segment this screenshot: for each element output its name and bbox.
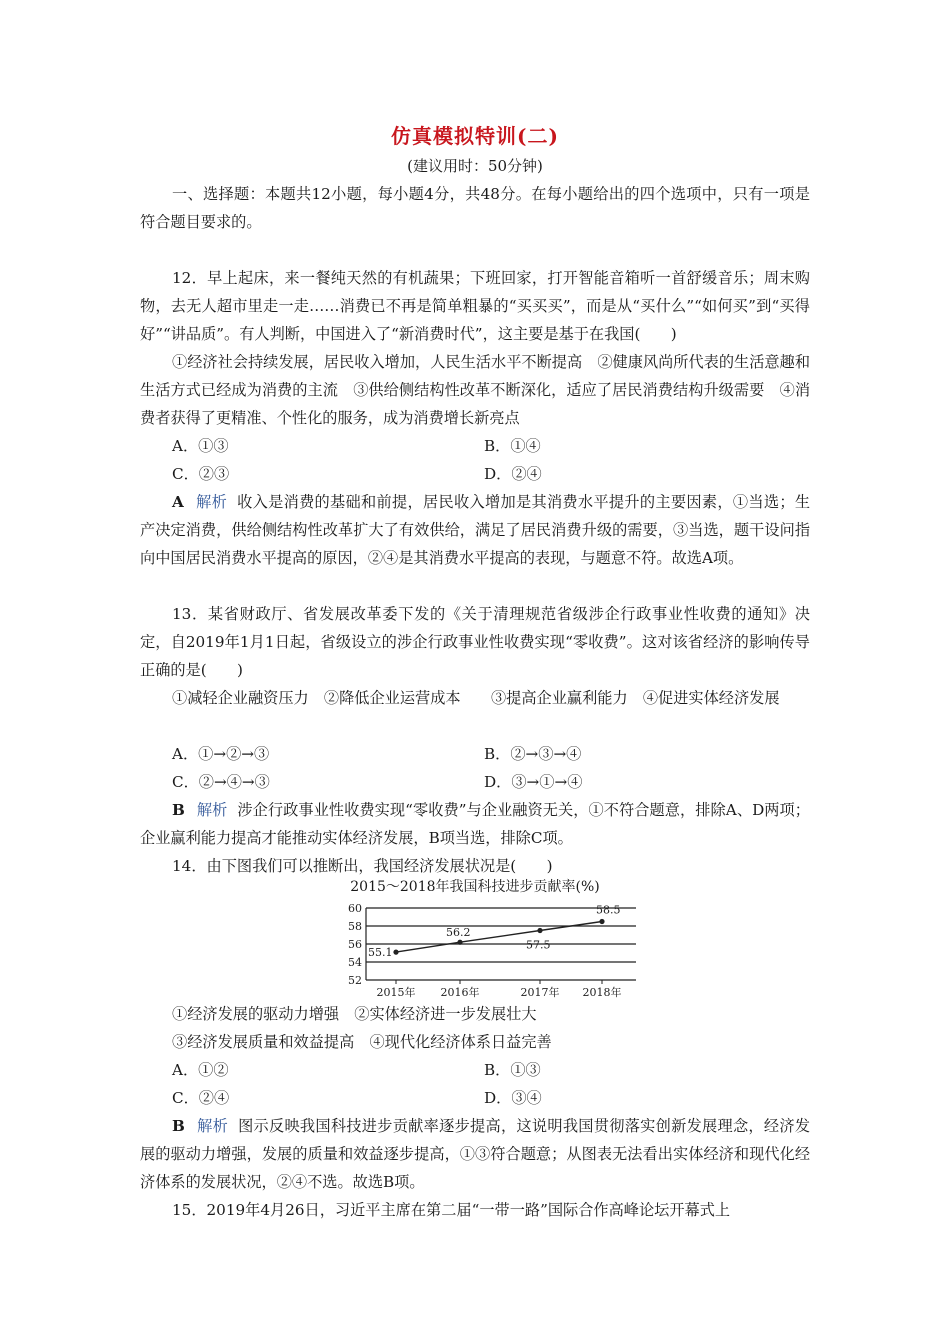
y-tick-label: 56 xyxy=(348,938,362,951)
contribution-rate-chart xyxy=(330,896,650,1000)
q12-answer: A xyxy=(172,493,184,511)
y-tick-label: 52 xyxy=(348,974,362,987)
q14-analysis-text: 图示反映我国科技进步贡献率逐步提高，这说明我国贯彻落实创新发展理念，经济发展的驱动力增强，发展的质量和效益逐步提高，①③符合题意；从图表无法看出实体经济和现代化经济体系的发展状况，②④不选。故选B项。 xyxy=(140,1117,811,1191)
q13-analysis-text: 涉企行政事业性收费实现“零收费”与企业融资无关，①不符合题意，排除A、D两项；企业赢利能力提高才能推动实体经济发展，B项当选，排除C项。 xyxy=(140,801,810,847)
q12-option-d: D．②④ xyxy=(484,465,542,483)
x-tick-label: 2015年 xyxy=(376,986,416,999)
y-tick-label: 60 xyxy=(348,902,362,915)
q14-option-c: C．②④ xyxy=(172,1089,230,1107)
q14-option-b: B．①③ xyxy=(484,1061,541,1079)
q13-statements: ①减轻企业融资压力 ②降低企业运营成本 ③提高企业赢利能力 ④促进实体经济发展 xyxy=(172,689,780,707)
q12-option-a: A．①③ xyxy=(172,437,229,455)
q14-option-a: A．①② xyxy=(172,1061,229,1079)
q12-analysis-label: 解析 xyxy=(195,493,228,511)
x-tick-label: 2018年 xyxy=(582,986,622,999)
y-tick-label: 54 xyxy=(348,956,362,969)
q13-stem: 13．某省财政厅、省发展改革委下发的《关于清理规范省级涉企行政事业性收费的通知》决定，自2019年1月1日起，省级设立的涉企行政事业性收费实现“零收费”。这对该省经济的影响传导正确的是( ) xyxy=(140,605,810,679)
q12-option-b: B．①④ xyxy=(484,437,541,455)
data-label: 57.5 xyxy=(526,938,551,952)
q14-statements-line2: ③经济发展质量和效益提高 ④现代化经济体系日益完善 xyxy=(172,1033,552,1051)
data-label: 58.5 xyxy=(596,903,621,917)
y-tick-label: 58 xyxy=(348,920,362,933)
q14-answer: B xyxy=(172,1117,185,1135)
page-title: 仿真模拟特训(二) xyxy=(391,124,559,148)
q12-option-c: C．②③ xyxy=(172,465,230,483)
data-label: 55.1 xyxy=(368,946,393,960)
q15-stem: 15．2019年4月26日，习近平主席在第二届“一带一路”国际合作高峰论坛开幕式上 xyxy=(172,1201,731,1219)
q13-option-d: D．③→①→④ xyxy=(484,773,583,791)
q14-analysis xyxy=(140,1112,810,1196)
q12-analysis-text: 收入是消费的基础和前提，居民收入增加是其消费水平提升的主要因素，①当选；生产决定消费，供给侧结构性改革扩大了有效供给，满足了居民消费升级的需要，③当选，题干设问指向中国居民消费水平提高的原因，②④是其消费水平提高的表现，与题意不符。故选A项。 xyxy=(140,493,811,567)
data-point xyxy=(537,928,542,933)
q12-stem: 12．早上起床，来一餐纯天然的有机蔬果；下班回家，打开智能音箱听一首舒缓音乐；周末购物，去无人超市里走一走……消费已不再是简单粗暴的“买买买”，而是从“买什么”“如何买”到“买得好”“讲品质”。有人判断，中国进入了“新消费时代”，这主要是基于在我国( ) xyxy=(140,269,810,343)
page-subtitle: (建议用时：50分钟) xyxy=(407,157,543,175)
q13-option-b: B．②→③→④ xyxy=(484,745,582,763)
q14-analysis-label: 解析 xyxy=(196,1117,229,1135)
q12-statements: ①经济社会持续发展，居民收入增加，人民生活水平不断提高 ②健康风尚所代表的生活意趣和生活方式已经成为消费的主流 ③供给侧结构性改革不断深化，适应了居民消费结构升级需要 ④消费者获得了更精准、个性化的服务，成为消费增长新亮点 xyxy=(140,353,810,427)
data-point xyxy=(393,950,398,955)
q13-option-c: C．②→④→③ xyxy=(172,773,270,791)
q13-analysis xyxy=(140,796,810,852)
q14-statements-line1: ①经济发展的驱动力增强 ②实体经济进一步发展壮大 xyxy=(172,1005,537,1023)
data-label: 56.2 xyxy=(446,926,471,940)
x-tick-label: 2016年 xyxy=(440,986,480,999)
chart-title: 2015～2018年我国科技进步贡献率(%) xyxy=(350,879,600,895)
q14-stem: 14．由下图我们可以推断出，我国经济发展状况是( ) xyxy=(172,857,553,875)
q13-option-a: A．①→②→③ xyxy=(172,745,270,763)
data-point xyxy=(457,940,462,945)
x-tick-label: 2017年 xyxy=(520,986,560,999)
data-point xyxy=(599,919,604,924)
q13-answer: B xyxy=(172,801,185,819)
q12-analysis xyxy=(140,488,810,572)
q13-analysis-label: 解析 xyxy=(196,801,228,819)
section-intro: 一、选择题：本题共12小题，每小题4分，共48分。在每小题给出的四个选项中，只有一项是符合题目要求的。 xyxy=(140,185,810,231)
q14-option-d: D．③④ xyxy=(484,1089,542,1107)
